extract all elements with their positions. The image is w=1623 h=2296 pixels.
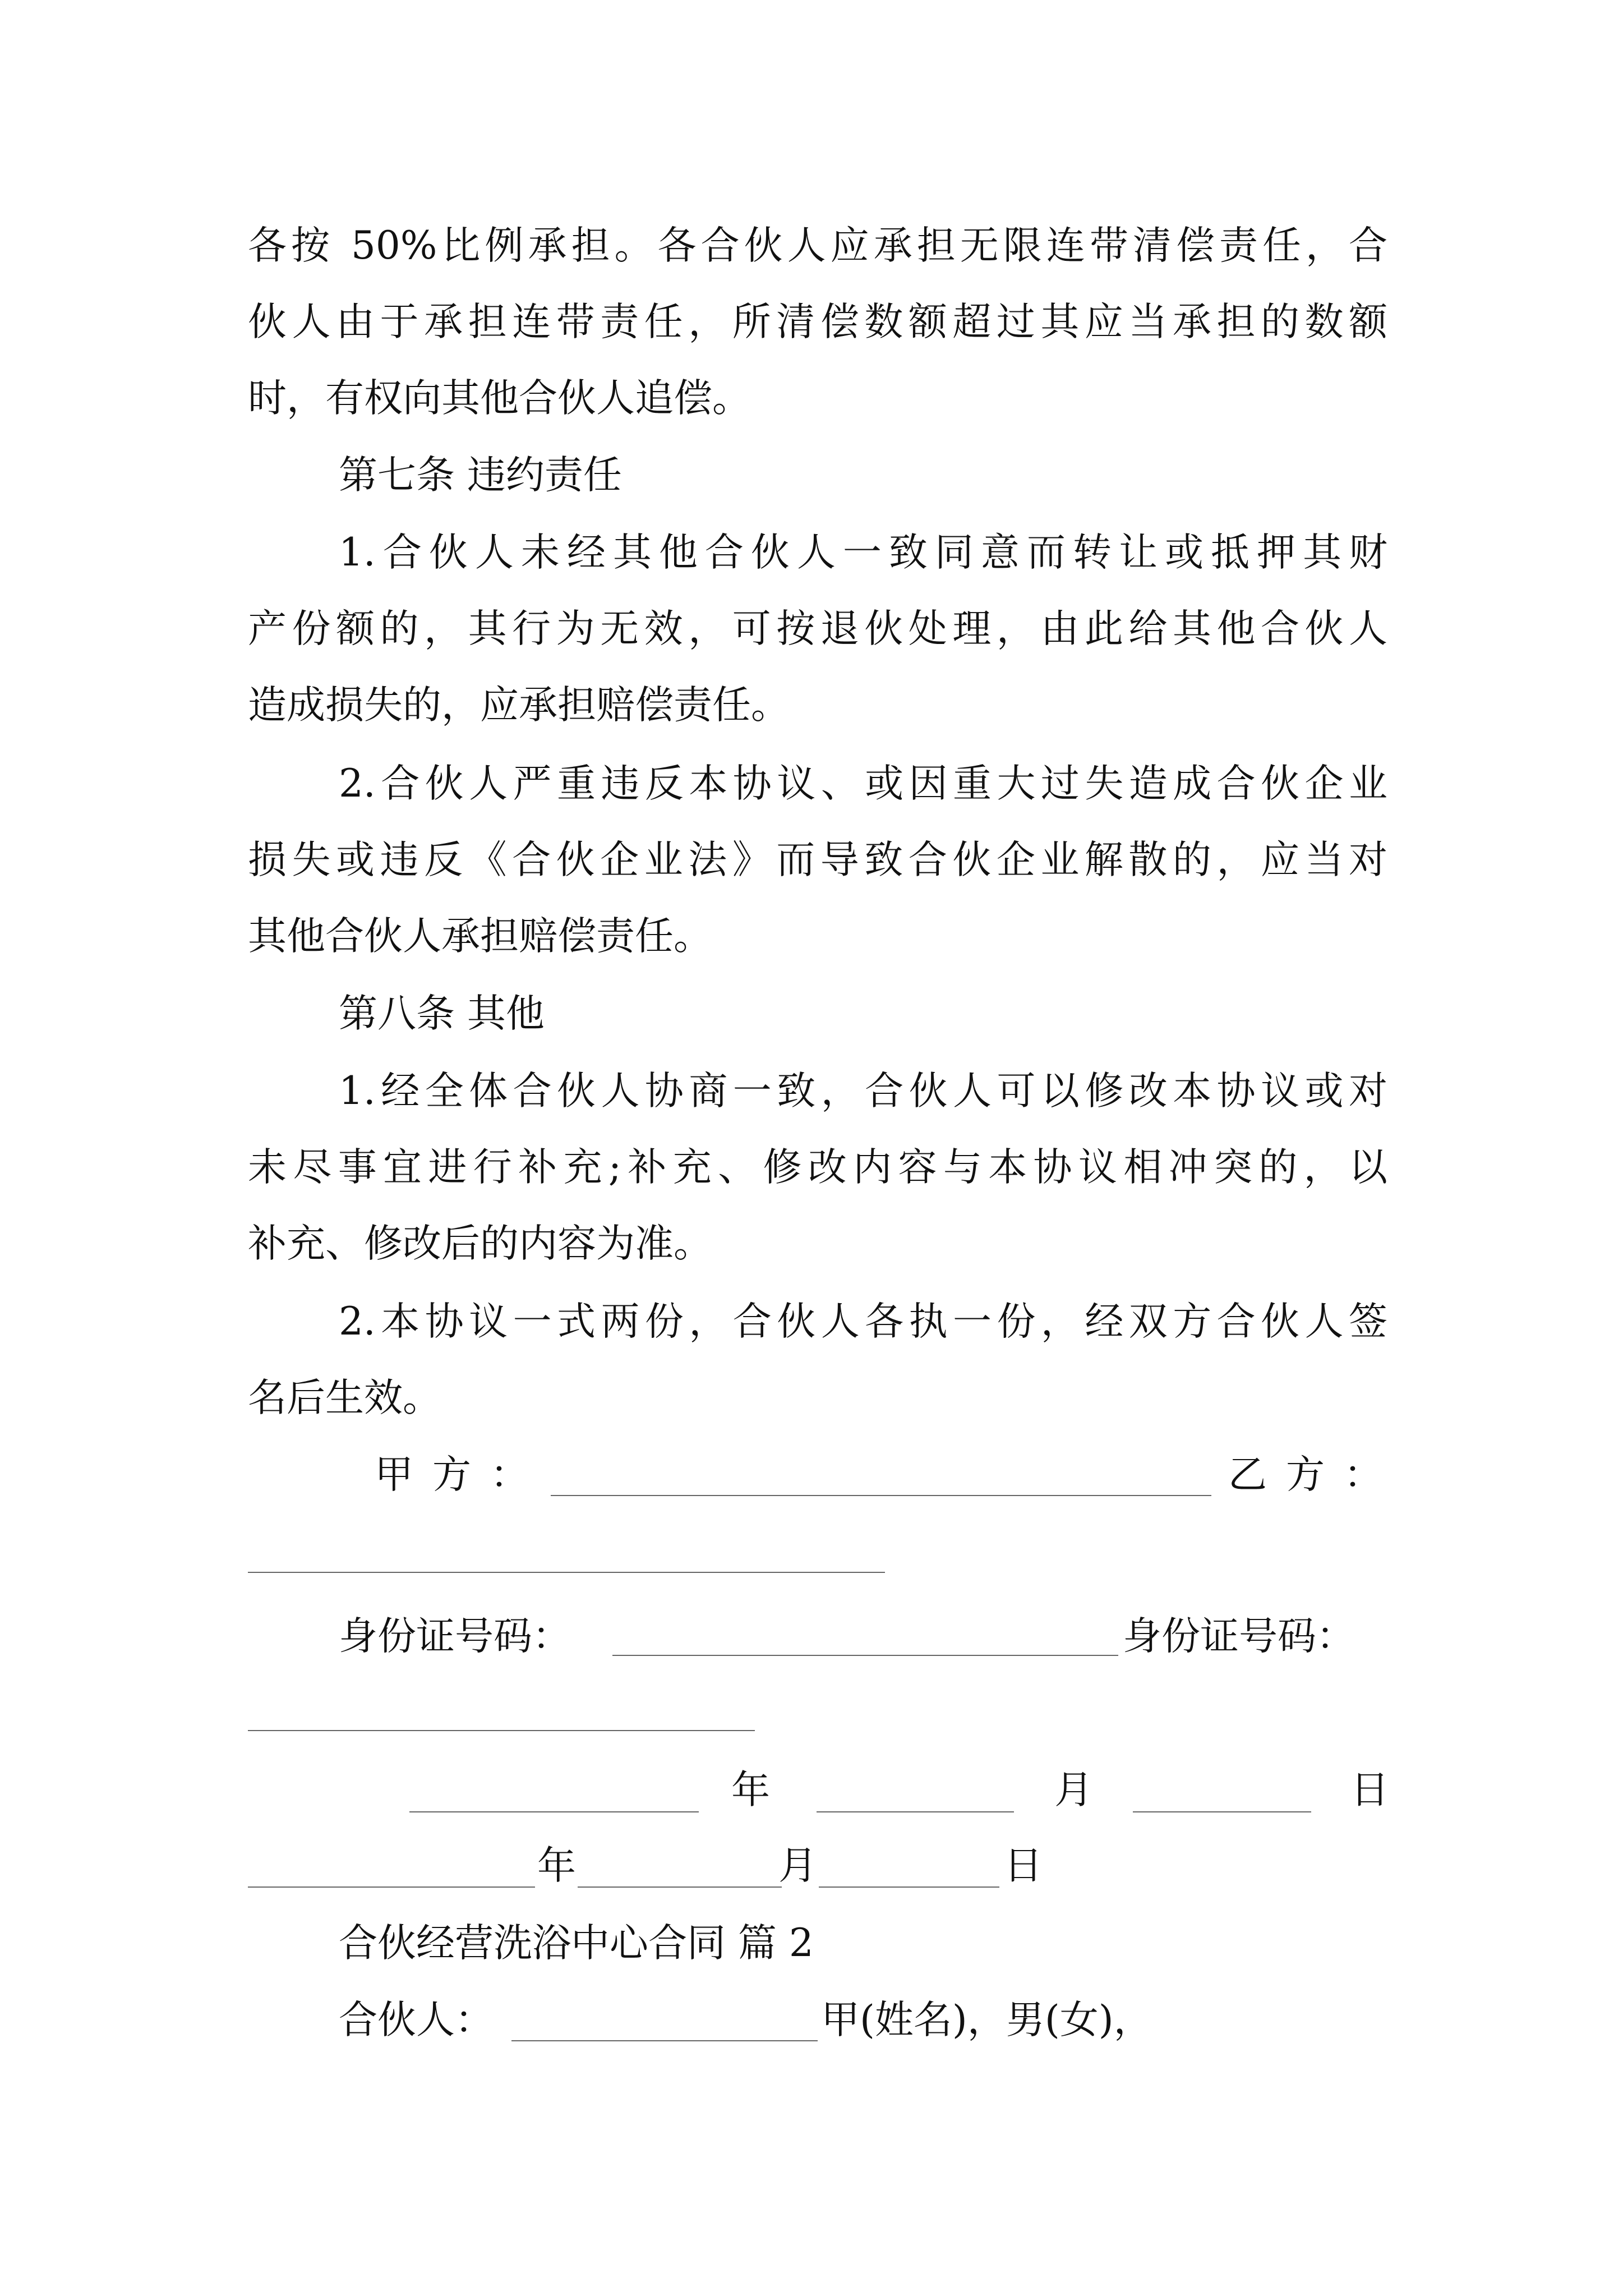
party-a-id-line	[612, 1655, 1118, 1656]
partner-label: 合伙人：	[339, 1998, 494, 2042]
body-text-line: 产份额的，其行为无效，可按退伙处理，由此给其他合伙人	[248, 606, 1387, 651]
party-b-id-line	[248, 1730, 755, 1731]
article-heading: 第七条 违约责任	[339, 453, 622, 498]
party-b-id-label: 身份证号码：	[1123, 1614, 1355, 1659]
partner-details: 甲(姓名)，男(女)，	[821, 1998, 1152, 2042]
date-b-day-line	[819, 1887, 999, 1888]
body-text-line: 损失或违反《合伙企业法》而导致合伙企业解散的，应当对	[248, 838, 1387, 882]
body-text-line: 造成损失的，应承担赔偿责任。	[248, 683, 790, 728]
date-a-day-label: 日	[1350, 1768, 1389, 1812]
date-a-year-label: 年	[731, 1768, 770, 1812]
body-text-line: 名后生效。	[248, 1375, 441, 1420]
date-b-day-label: 日	[1004, 1843, 1043, 1888]
body-text-line: 时，有权向其他合伙人追偿。	[248, 376, 751, 421]
date-a-day-line	[1133, 1811, 1311, 1812]
article-heading: 第八条 其他	[339, 991, 545, 1036]
body-text-line: 伙人由于承担连带责任，所清偿数额超过其应当承担的数额	[248, 300, 1387, 344]
body-text-line: 1.合伙人未经其他合伙人一致同意而转让或抵押其财	[339, 530, 1387, 575]
body-text-line: 未尽事宜进行补充;补充、修改内容与本协议相冲突的，以	[248, 1145, 1387, 1190]
body-text-line: 2.合伙人严重违反本协议、或因重大过失造成合伙企业	[339, 761, 1387, 806]
body-text-line: 2.本协议一式两份，合伙人各执一份，经双方合伙人签	[339, 1299, 1387, 1344]
body-text-line: 各按 50%比例承担。各合伙人应承担无限连带清偿责任，合	[248, 223, 1387, 268]
date-b-month-line	[578, 1887, 782, 1888]
date-a-year-line	[409, 1811, 699, 1812]
date-b-month-label: 月	[778, 1843, 817, 1888]
body-text-line: 其他合伙人承担赔偿责任。	[248, 914, 712, 959]
party-a-signature-line	[551, 1495, 1211, 1496]
date-a-month-line	[817, 1811, 1014, 1812]
party-b-signature-line	[248, 1572, 885, 1573]
body-text-line: 补充、修改后的内容为准。	[248, 1221, 712, 1266]
partner-name-line	[511, 2040, 818, 2041]
body-text-line: 1.经全体合伙人协商一致，合伙人可以修改本协议或对	[339, 1069, 1387, 1114]
party-a-label: 甲方：	[375, 1452, 548, 1497]
date-b-year-line	[248, 1887, 535, 1888]
party-b-label: 乙方：	[1228, 1452, 1401, 1497]
party-a-id-label: 身份证号码：	[339, 1614, 571, 1659]
date-a-month-label: 月	[1054, 1768, 1093, 1812]
date-b-year-label: 年	[537, 1843, 576, 1888]
contract-title: 合伙经营洗浴中心合同 篇 2	[339, 1921, 814, 1966]
